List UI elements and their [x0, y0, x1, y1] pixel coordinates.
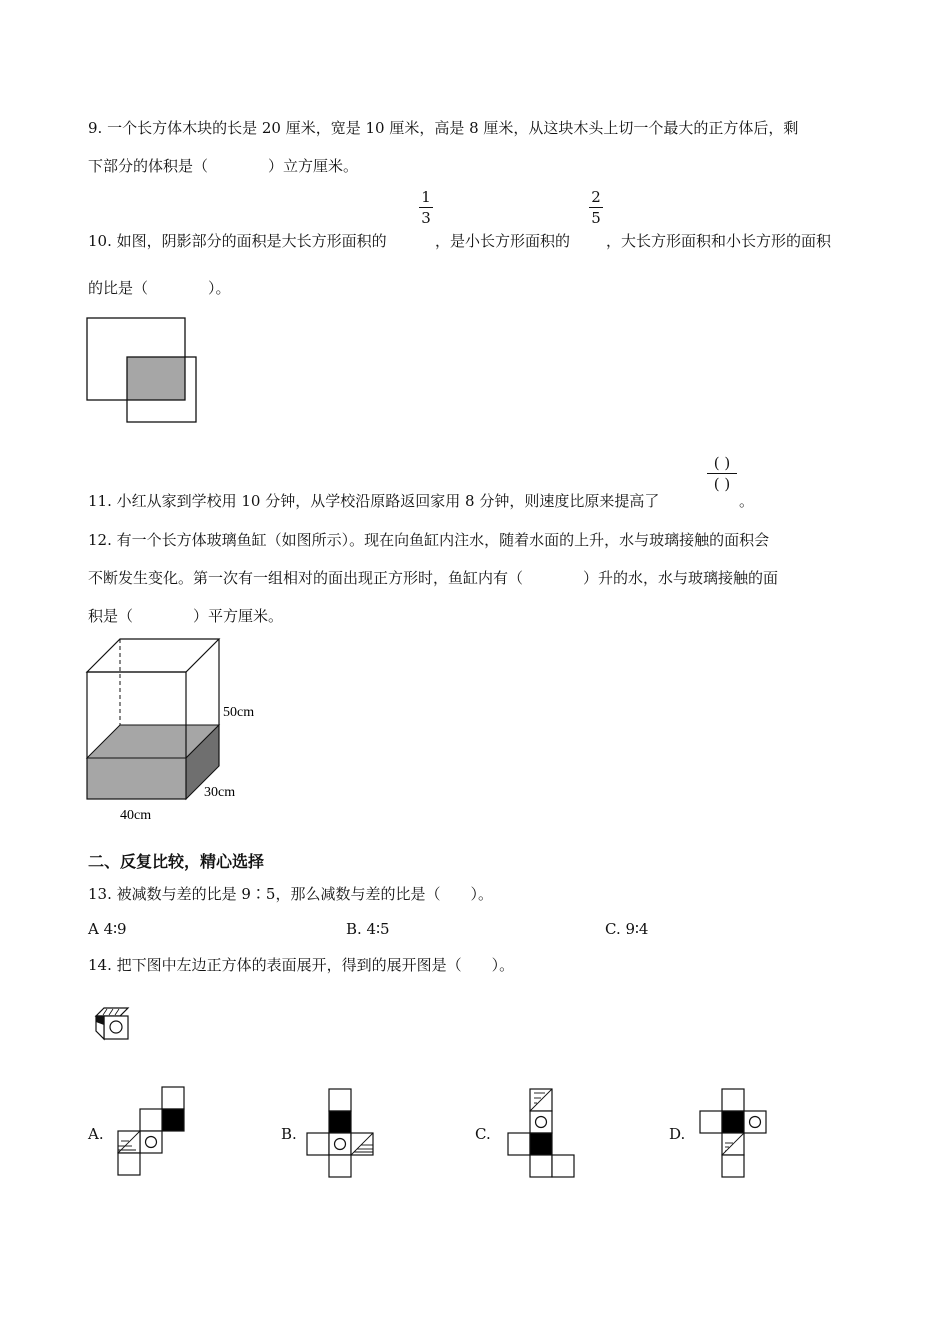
section-heading: 二、反复比较，精心选择 — [88, 852, 265, 871]
q14-option-d-net[interactable] — [699, 1088, 769, 1180]
q9-line1: 9. 一个长方体木块的长是 20 厘米，宽是 10 厘米，高是 8 厘米，从这块木头上切一个最大的正方体后，剩 — [88, 119, 799, 137]
q10-frac1-denominator: 3 — [421, 209, 431, 227]
q12-line3: 积是（ ）平方厘米。 — [88, 607, 284, 625]
q11-fraction-blank — [707, 454, 737, 493]
q14-option-a-net[interactable] — [117, 1086, 187, 1178]
overlap-rectangles-figure — [86, 317, 198, 425]
q9-line2: 下部分的体积是（ ）立方厘米。 — [88, 157, 359, 175]
q13-option-a[interactable]: A 4∶9 — [88, 920, 127, 938]
q10-fraction-1 — [419, 188, 433, 227]
q14-option-a-label[interactable]: A. — [88, 1125, 104, 1143]
tank-length-label: 40cm — [120, 808, 152, 823]
q11-frac-denominator: ( ) — [713, 475, 731, 493]
q12-line1: 12. 有一个长方体玻璃鱼缸（如图所示）。现在向鱼缸内注水，随着水面的上升，水与玻璃接触的面积会 — [88, 531, 770, 549]
q12-line2: 不断发生变化。第一次有一组相对的面出现正方形时，鱼缸内有（ ）升的水，水与玻璃接触的面 — [88, 569, 779, 587]
tank-height-label: 50cm — [223, 705, 255, 720]
q11-frac-numerator: ( ) — [713, 454, 731, 472]
q14-option-b-label[interactable]: B. — [281, 1125, 297, 1143]
q11-end: 。 — [739, 492, 755, 510]
water-front-face — [87, 758, 186, 799]
q14-option-d-label[interactable]: D. — [669, 1125, 686, 1143]
q10-part3: ，大长方形面积和小长方形的面积 — [606, 232, 832, 250]
tank-top-face — [87, 639, 219, 672]
q10-part1: 10. 如图，阴影部分的面积是大长方形面积的 — [88, 232, 387, 250]
q13-option-b[interactable]: B. 4∶5 — [346, 920, 390, 938]
shaded-overlap-area — [127, 357, 185, 400]
q10-fraction-2 — [589, 188, 603, 227]
q13-option-c[interactable]: C. 9∶4 — [605, 920, 649, 938]
q10-part2: ，是小长方形面积的 — [435, 232, 571, 250]
tank-width-label: 30cm — [204, 785, 236, 800]
q14-text: 14. 把下图中左边正方体的表面展开，得到的展开图是（ ）。 — [88, 956, 515, 974]
q10-frac2-denominator: 5 — [591, 209, 601, 227]
q11-text: 11. 小红从家到学校用 10 分钟，从学校沿原路返回家用 8 分钟，则速度比原来提高了 — [88, 492, 660, 510]
q14-option-c-net[interactable] — [507, 1088, 577, 1180]
q13-text: 13. 被减数与差的比是 9∶5，那么减数与差的比是（ ）。 — [88, 885, 493, 903]
q14-option-c-label[interactable]: C. — [475, 1125, 491, 1143]
q10-frac1-numerator: 1 — [421, 188, 431, 206]
q14-option-b-net[interactable] — [306, 1088, 376, 1180]
cube-icon — [95, 1007, 131, 1041]
fish-tank-figure — [86, 638, 276, 828]
q10-frac2-numerator: 2 — [591, 188, 601, 206]
q10-line2: 的比是（ ）。 — [88, 279, 231, 297]
